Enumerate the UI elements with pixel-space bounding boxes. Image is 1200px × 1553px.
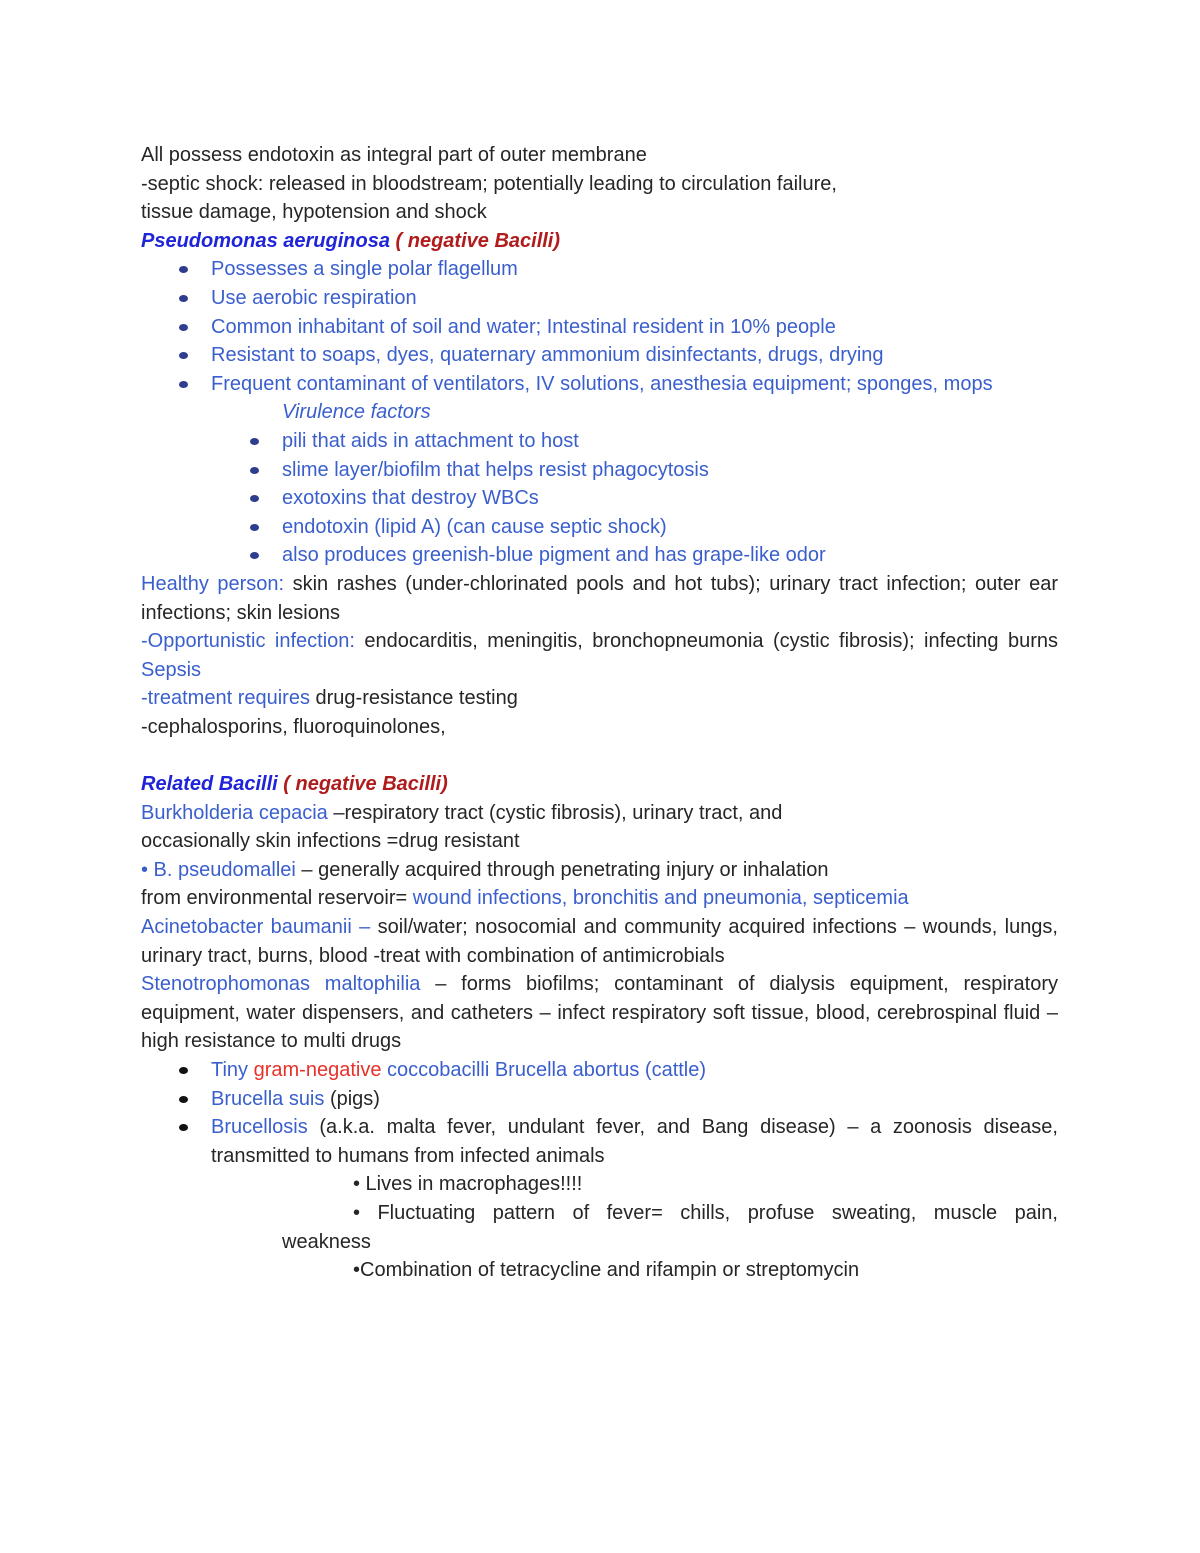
list-item: Possesses a single polar flagellum [141,255,1058,284]
cephalosporins-line: -cephalosporins, fluoroquinolones, [141,715,446,738]
bullet-icon [179,352,188,359]
healthy-person-paragraph: Healthy person: skin rashes (under-chlorinated pools and hot tubs); urinary tract infection; outer ear infections; skin lesions [141,572,1058,624]
bullet-icon [179,1096,188,1103]
bullet-icon [179,1124,188,1131]
bullet-icon [179,324,188,331]
intro-line-2: -septic shock: released in bloodstream; potentially leading to circulation failure, [141,172,837,195]
acinetobacter-paragraph: Acinetobacter baumanii – soil/water; nosocomial and community acquired infections – wounds, lungs, urinary tract, burns, blood -treat with combination of antimicrobials [141,916,1058,967]
list-item: exotoxins that destroy WBCs [141,484,1058,513]
opportunistic-infection-paragraph: -Opportunistic infection: endocarditis, meningitis, bronchopneumonia (cystic fibrosis); infecting burns Sepsis [141,630,1058,681]
pseudomallei-line-2: from environmental reservoir= wound infections, bronchitis and pneumonia, septicemia [141,887,909,910]
bullet-icon [179,1067,188,1074]
pseudomonas-bullet-list [141,255,1058,398]
brucellosis-sub-2: • Fluctuating pattern of fever= chills, profuse sweating, muscle pain, [353,1201,1058,1224]
bullet-icon [250,438,259,445]
bullet-icon [250,467,259,474]
brucellosis-sub-1: • Lives in macrophages!!!! [353,1173,583,1196]
pseudomallei-line-1: • B. pseudomallei – generally acquired through penetrating injury or inhalation [141,858,829,881]
list-item: Resistant to soaps, dyes, quaternary ammonium disinfectants, drugs, drying [141,341,1058,370]
related-heading-tag: ( negative Bacilli) [277,773,448,796]
intro-line-3: tissue damage, hypotension and shock [141,201,487,224]
spacer [141,741,1058,770]
document-body [141,141,1058,1285]
bullet-icon [250,552,259,559]
intro-line-1: All possess endotoxin as integral part of outer membrane [141,144,647,166]
brucellosis-sub-2-cont: weakness [282,1230,371,1253]
pseudomonas-heading-tag: ( negative Bacilli) [389,229,561,252]
bullet-icon [179,295,188,302]
list-item: Use aerobic respiration [141,284,1058,313]
stenotrophomonas-paragraph: Stenotrophomonas maltophilia – forms biofilms; contaminant of dialysis equipment, respiratory equipment, water dispensers, and catheters – infect respiratory soft tissue, blood, cerebrospinal fluid – high resistance to multi drugs [141,973,1058,1053]
pseudomonas-heading [141,227,1058,256]
bullet-icon [179,381,188,388]
list-item: Frequent contaminant of ventilators, IV solutions, anesthesia equipment; sponges, mops [141,370,1058,399]
list-item: Common inhabitant of soil and water; Intestinal resident in 10% people [141,313,1058,342]
virulence-factors-list [141,427,1058,570]
list-item: Brucella suis (pigs) [141,1085,1058,1114]
burkholderia-line-1: Burkholderia cepacia –respiratory tract (cystic fibrosis), urinary tract, and [141,801,783,824]
related-bacilli-heading [141,770,1058,799]
list-item: Brucellosis (a.k.a. malta fever, undulant fever, and Bang disease) – a zoonosis disease, transmitted to humans from infected animals [141,1113,1058,1170]
bullet-icon [250,495,259,502]
pseudomonas-heading-name: Pseudomonas aeruginosa [141,229,390,252]
related-heading-name: Related Bacilli [141,773,278,796]
virulence-factors-title: Virulence factors [282,401,431,424]
list-item: endotoxin (lipid A) (can cause septic shock) [141,513,1058,542]
bullet-icon [179,266,188,273]
treatment-line: -treatment requires drug-resistance testing [141,687,518,710]
list-item: slime layer/biofilm that helps resist phagocytosis [141,456,1058,485]
brucella-bullet-list [141,1056,1058,1170]
burkholderia-line-2: occasionally skin infections =drug resistant [141,830,520,853]
list-item: Tiny gram-negative coccobacilli Brucella abortus (cattle) [141,1056,1058,1085]
brucellosis-sub-3: •Combination of tetracycline and rifampin or streptomycin [353,1259,860,1282]
list-item: pili that aids in attachment to host [141,427,1058,456]
list-item: also produces greenish-blue pigment and has grape-like odor [141,541,1058,570]
bullet-icon [250,524,259,531]
